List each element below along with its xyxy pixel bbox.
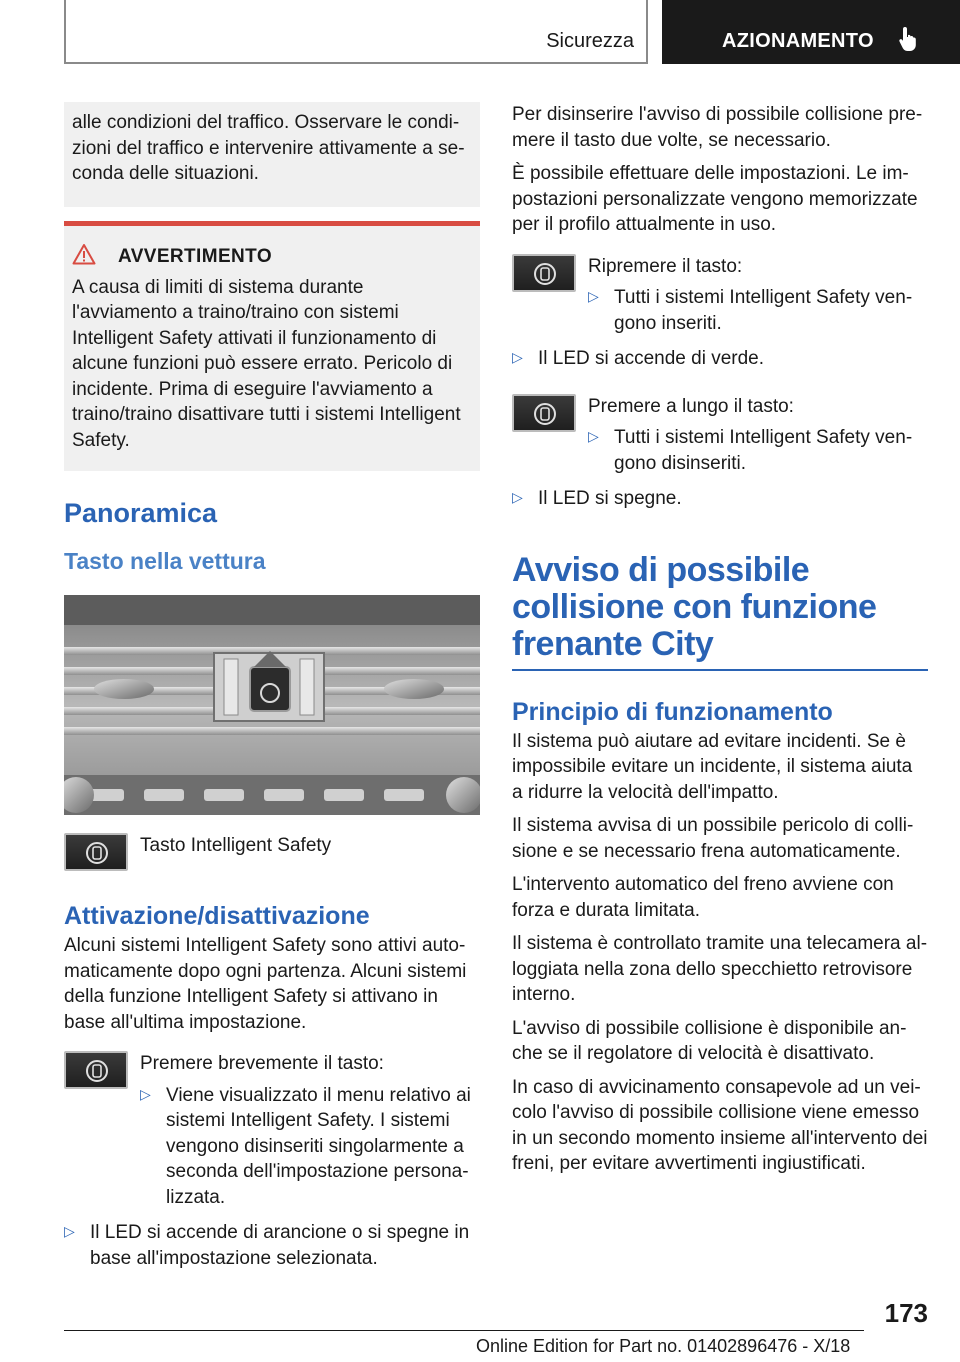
button-caption: Tasto Intelligent Safety	[140, 835, 332, 856]
short-press-item: Viene visualizzato il menu relativo ai sistemi Intelligent Safety. I sistemi vengono disinseriti singolarmente a seconda dell'impostazione personalizzata.	[166, 1084, 471, 1208]
header-chapter-tab	[662, 0, 960, 64]
bullet-triangle-icon: ▷	[588, 428, 599, 444]
led-orange-item: Il LED si accende di arancione o si spegne in base all'impostazione selezionata.	[90, 1222, 470, 1269]
heading-button-in-car: Tasto nella vettura	[64, 548, 266, 574]
heading-overview: Panoramica	[64, 498, 218, 528]
left-column	[64, 102, 480, 1271]
button-caption-row	[64, 833, 480, 871]
activation-text: Alcuni sistemi Intelligent Safety sono attivi automaticamente dopo ogni partenza. Alcuni sistemi della funzione Intelligent Safety si attivano in base all'ultima impostazione.	[64, 935, 467, 1033]
repress-row	[512, 254, 928, 337]
short-press-row	[64, 1051, 480, 1210]
list-item	[512, 486, 928, 512]
short-press-label: Premere brevemente il tasto:	[140, 1053, 384, 1074]
principle-para: L'avviso di possibile collisione è disponibile anche se il regolatore di velocità è disattivato.	[512, 1017, 907, 1064]
pointing-hand-icon	[898, 26, 920, 57]
bullet-triangle-icon: ▷	[512, 489, 523, 505]
heading-rule	[512, 669, 928, 671]
led-green-item: Il LED si accende di verde.	[538, 348, 765, 369]
long-press-label: Premere a lungo il tasto:	[588, 395, 794, 417]
right-column	[512, 102, 928, 1177]
heading-principle: Principio di funzionamento	[512, 697, 833, 726]
list-item	[512, 346, 928, 372]
warning-header	[72, 242, 472, 272]
list-item	[64, 1220, 480, 1271]
header-section-title: Sicurezza	[546, 30, 634, 52]
list-item	[588, 425, 928, 476]
warning-text: A causa di limiti di sistema durante l'avviamento a traino/traino con sistemi Intelligent Safety attivati il funzionamento di alcune funzioni può essere errato. Pericolo di incidente. Prima di eseguire l'avviamento a traino/traino disattivare tutti i sistemi Intelligent Safety.	[72, 276, 461, 451]
repress-label: Ripremere il tasto:	[588, 255, 743, 277]
dashboard-photo	[64, 595, 480, 815]
para-disable-warning: Per disinserire l'avviso di possibile collisione premere il tasto due volte, se necessario.	[512, 104, 923, 151]
footer-rule	[64, 1330, 864, 1331]
bullet-triangle-icon: ▷	[64, 1223, 75, 1239]
warning-box	[64, 221, 480, 472]
led-off-item: Il LED si spegne.	[538, 488, 682, 509]
intro-box	[64, 102, 480, 207]
intro-box-text: alle condizioni del traffico. Osservare le condizioni del traffico e intervenire attivamente a seconda delle situazioni.	[72, 112, 465, 184]
page-number: 173	[884, 1298, 928, 1328]
bullet-triangle-icon: ▷	[588, 288, 599, 304]
header-chapter-label: AZIONAMENTO	[722, 30, 874, 52]
para-settings: È possibile effettuare delle impostazioni. Le impostazioni personalizzate vengono memorizzate per il profilo attualmente in uso.	[512, 163, 918, 235]
principle-para: Il sistema è controllato tramite una telecamera alloggiata nella zona dello specchietto retrovisore interno.	[512, 933, 928, 1005]
bullet-triangle-icon: ▷	[140, 1085, 151, 1102]
principle-para: Il sistema avvisa di un possibile pericolo di collisione e se necessario frena automaticamente.	[512, 815, 914, 862]
intelligent-safety-button-icon	[64, 1051, 128, 1089]
list-item	[140, 1083, 480, 1211]
principle-para: Il sistema può aiutare ad evitare incidenti. Se è impossibile evitare un incidente, il sistema aiuta a ridurre la velocità dell'impatto.	[512, 730, 913, 803]
intelligent-safety-button-icon	[512, 254, 576, 292]
warning-triangle-icon	[72, 243, 96, 270]
warning-title: AVVERTIMENTO	[118, 245, 272, 267]
long-press-item: Tutti i sistemi Intelligent Safety vengono disinseriti.	[614, 427, 913, 474]
long-press-row	[512, 394, 928, 477]
list-item	[588, 285, 928, 336]
intelligent-safety-button-icon	[512, 394, 576, 432]
heading-collision-warning: Avviso di possibile collisione con funzione frenante City	[512, 550, 877, 663]
bullet-triangle-icon: ▷	[512, 349, 523, 365]
principle-para: L'intervento automatico del freno avviene con forza e durata limitata.	[512, 874, 894, 921]
repress-item: Tutti i sistemi Intelligent Safety vengono inseriti.	[614, 287, 913, 334]
footer-edition: Online Edition for Part no. 01402896476 - X/18	[476, 1336, 851, 1356]
principle-para: In caso di avvicinamento consapevole ad un veicolo l'avviso di possibile collisione viene emesso in un secondo momento insieme all'intervento dei freni, per evitare avvertimenti ingiustificati.	[512, 1076, 928, 1174]
intelligent-safety-button-icon	[64, 833, 128, 871]
heading-activation: Attivazione/disattivazione	[64, 902, 370, 930]
